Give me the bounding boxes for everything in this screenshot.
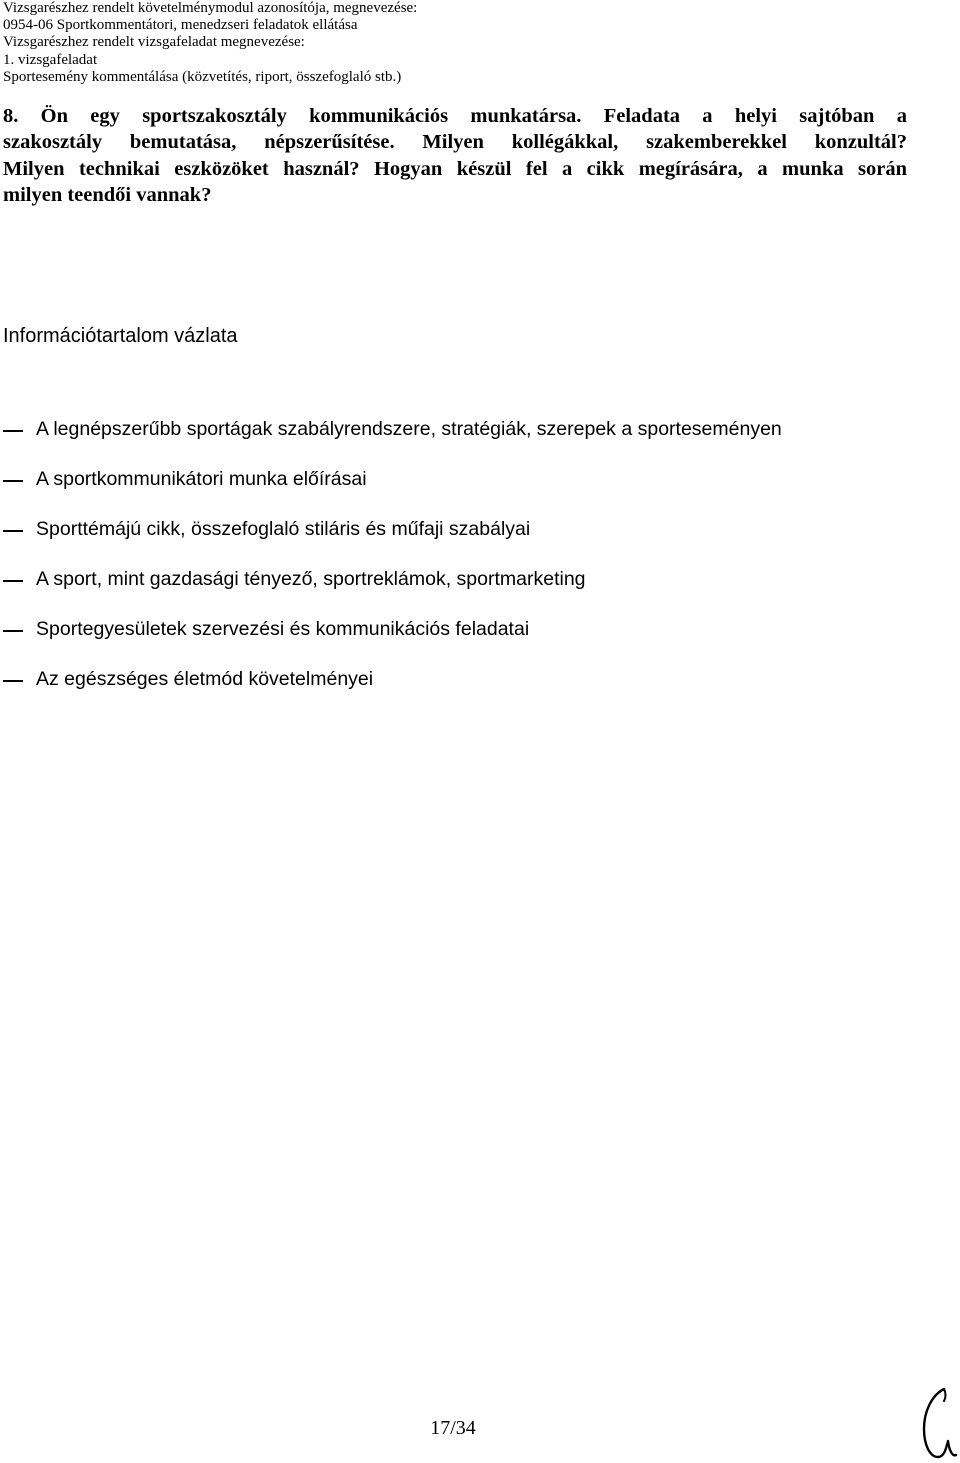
list-item-text: A sportkommunikátori munka előírásai	[36, 468, 367, 490]
outline-title: Információtartalom vázlata	[3, 325, 238, 347]
dash-bullet-icon	[3, 680, 23, 682]
dash-bullet-icon	[3, 530, 23, 532]
list-item-text: Sportegyesületek szervezési és kommunikációs feladatai	[36, 618, 530, 640]
dash-bullet-icon	[3, 480, 23, 482]
dash-bullet-icon	[3, 630, 23, 632]
header-task-label: Vizsgarészhez rendelt vizsgafeladat megnevezése:	[3, 34, 305, 51]
list-item-text: Sporttémájú cikk, összefoglaló stiláris és műfaji szabályai	[36, 518, 531, 540]
list-item-text: A sport, mint gazdasági tényező, sportreklámok, sportmarketing	[36, 568, 586, 590]
list-item-text: A legnépszerűbb sportágak szabályrendszere, stratégiák, szerepek a sporteseményen	[36, 418, 782, 440]
question-line: 8. Ön egy sportszakosztály kommunikációs munkatársa. Feladata a helyi sajtóban a	[3, 105, 907, 127]
exam-question	[3, 103, 907, 208]
header-task-number: 1. vizsgafeladat	[3, 51, 98, 68]
question-line: Milyen technikai eszközöket használ? Hogyan készül fel a cikk megírására, a munka során	[3, 157, 907, 180]
header-module-name: 0954-06 Sportkommentátori, menedzseri feladatok ellátása	[3, 17, 358, 34]
signature-mark-icon	[918, 1385, 958, 1463]
question-line: milyen teendői vannak?	[3, 183, 212, 206]
dash-bullet-icon	[3, 430, 23, 432]
list-item-text: Az egészséges életmód követelményei	[36, 668, 374, 690]
header-module-label: Vizsgarészhez rendelt követelménymodul azonosítója, megnevezése:	[3, 0, 418, 16]
header-task-name: Sportesemény kommentálása (közvetítés, riport, összefoglaló stb.)	[3, 68, 402, 85]
question-line: szakosztály bemutatása, népszerűsítése. Milyen kollégákkal, szakemberekkel konzultál?	[3, 131, 907, 154]
document-header	[3, 0, 953, 86]
page-number: 17/34	[430, 1417, 476, 1439]
dash-bullet-icon	[3, 580, 23, 582]
